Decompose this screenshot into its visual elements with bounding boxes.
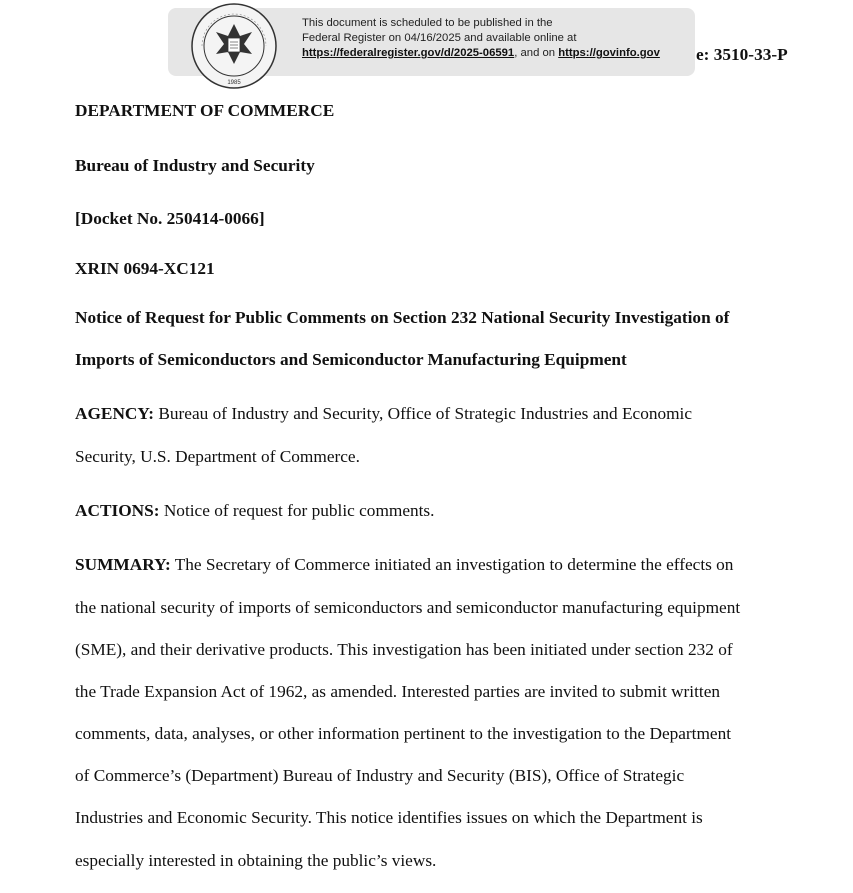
actions-text: Notice of request for public comments.	[159, 501, 435, 520]
xrin-number: XRIN 0694-XC121	[75, 259, 215, 278]
summary-line: of Commerce’s (Department) Bureau of Industry and Security (BIS), Office of Strategic	[75, 766, 685, 785]
summary-line: the Trade Expansion Act of 1962, as amended. Interested parties are invited to submit written	[75, 682, 721, 701]
federalregister-link[interactable]: https://federalregister.gov/d/2025-06591	[302, 47, 515, 59]
national-archives-seal	[190, 2, 278, 90]
banner-line-3	[302, 46, 660, 61]
docket-number: [Docket No. 250414-0066]	[75, 209, 265, 228]
banner-line-1: This document is scheduled to be published in the	[302, 17, 553, 29]
department-heading: DEPARTMENT OF COMMERCE	[75, 101, 335, 120]
govinfo-link[interactable]: https://govinfo.gov	[558, 47, 660, 59]
banner-link-separator: , and on	[514, 47, 559, 59]
summary-line: Industries and Economic Security. This notice identifies issues on which the Department is	[75, 808, 703, 827]
agency-label: AGENCY:	[75, 404, 155, 423]
summary-text: The Secretary of Commerce initiated an investigation to determine the effects on	[170, 555, 734, 574]
summary-line: comments, data, analyses, or other information pertinent to the investigation to the Department	[75, 724, 732, 743]
bureau-heading: Bureau of Industry and Security	[75, 156, 315, 175]
banner-line-2: Federal Register on 04/16/2025 and available online at	[302, 32, 577, 44]
summary-line: especially interested in obtaining the public’s views.	[75, 851, 437, 870]
summary-line: (SME), and their derivative products. This investigation has been initiated under section 232 of	[75, 640, 733, 659]
actions-line	[75, 501, 434, 521]
summary-label: SUMMARY:	[75, 555, 171, 574]
agency-line-1	[75, 404, 692, 424]
banner-text	[302, 16, 660, 61]
agency-text: Bureau of Industry and Security, Office of Strategic Industries and Economic	[154, 404, 693, 423]
billing-code: e: 3510-33-P	[696, 45, 788, 64]
actions-label: ACTIONS:	[75, 501, 160, 520]
seal-year: 1985	[227, 80, 241, 86]
agency-line-2: Security, U.S. Department of Commerce.	[75, 447, 360, 466]
publication-notice-banner	[168, 8, 695, 86]
document-title-line-1: Notice of Request for Public Comments on Section 232 National Security Investigation of	[75, 308, 730, 327]
summary-line: the national security of imports of semiconductors and semiconductor manufacturing equipment	[75, 598, 741, 617]
document-title-line-2: Imports of Semiconductors and Semiconductor Manufacturing Equipment	[75, 350, 627, 369]
summary-line-1	[75, 555, 733, 575]
